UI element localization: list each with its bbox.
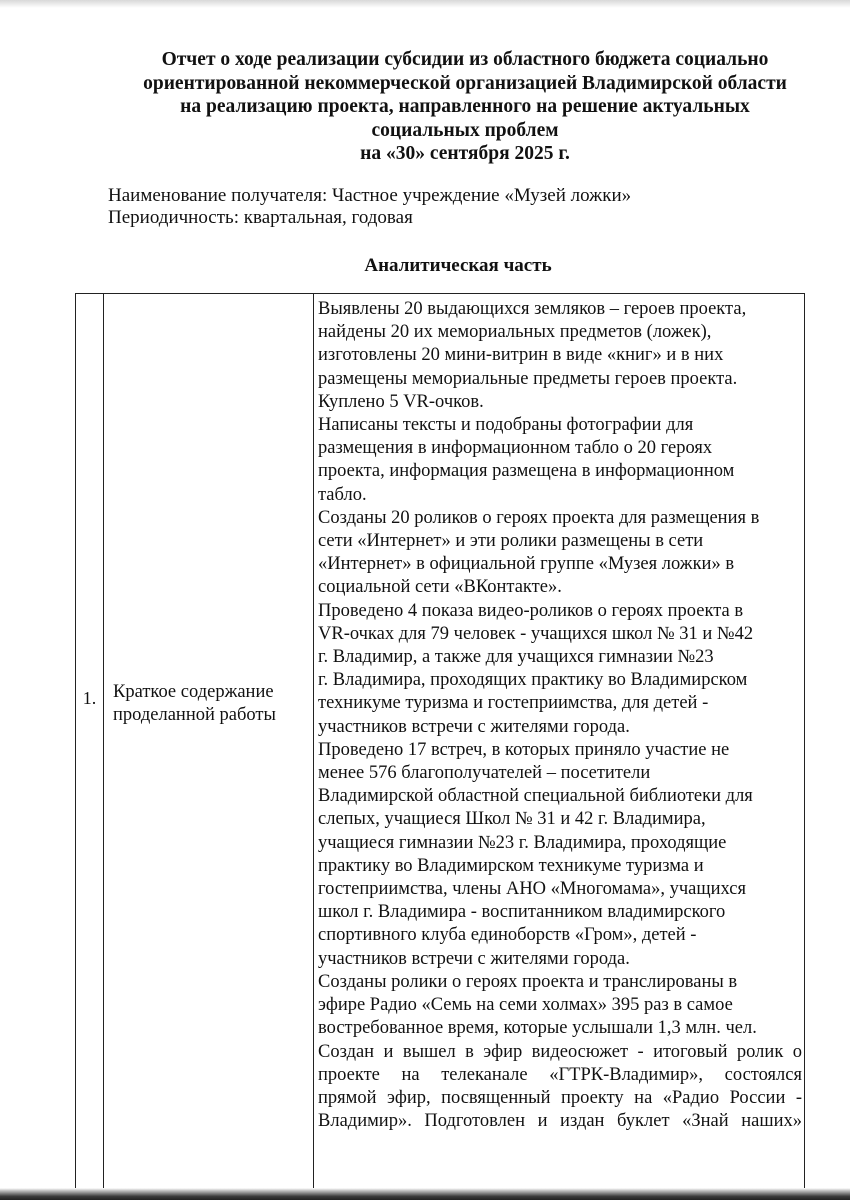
document-title [110, 48, 820, 166]
row-content-line: найдены 20 их мемориальных предметов (ложек), [318, 322, 712, 343]
title-line: ориентированной некоммерческой организацией Владимирской области [143, 72, 787, 94]
row-content [318, 298, 802, 1133]
row-number: 1. [82, 688, 97, 708]
row-content-line: Владимирской областной специальной библиотеки для [318, 786, 753, 807]
row-content-line: VR-очках для 79 человек - учащихся школ № 31 и №42 [318, 623, 754, 644]
row-content-line: учащиеся гимназии №23 г. Владимира, проходящие [318, 832, 727, 853]
title-line: на реализацию проекта, направленного на решение актуальных [180, 96, 750, 117]
periodicity-line: Периодичность: квартальная, годовая [108, 207, 413, 228]
row-content-line: Проведено 17 встреч, в которых приняло участие не [318, 739, 730, 760]
row-content-line: табло. [318, 484, 367, 505]
recipient-line: Наименование получателя: Частное учреждение «Музей ложки» [108, 185, 632, 206]
row-content-line: г. Владимира, проходящих практику во Владимирском [318, 670, 748, 691]
row-label-line: проделанной работы [113, 705, 276, 725]
row-content-line: социальной сети «ВКонтакте». [318, 577, 562, 598]
row-content-line: Выявлены 20 выдающихся земляков – героев проекта, [318, 299, 747, 319]
row-content-line: практику во Владимирском техникуме туризма и [318, 855, 704, 876]
row-content-line: изготовлены 20 мини-витрин в виде «книг» и в них [318, 345, 724, 366]
row-content-line: размещены мемориальные предметы героев проекта. [318, 368, 738, 389]
row-content-line: спортивного клуба единоборств «Гром», детей - [318, 925, 697, 946]
row-content-line: Владимир». Подготовлен и издан буклет «Знай наших» [318, 1111, 802, 1132]
row-content-line: размещения в информационном табло о 20 героях [318, 438, 713, 459]
title-line: социальных проблем [371, 119, 559, 141]
scan-edge-top [0, 0, 850, 8]
table-column-divider [103, 293, 104, 1188]
table-column-divider [313, 293, 314, 1188]
section-heading: Аналитическая часть [364, 255, 552, 276]
row-content-line: проекта, информация размещена в информационном [318, 461, 735, 482]
row-content-line: Проведено 4 показа видео-роликов о героях проекта в [318, 600, 744, 621]
row-content-line: востребованное время, которые услышали 1,3 млн. чел. [318, 1018, 757, 1039]
row-content-line: слепых, учащиеся Школ № 31 и 42 г. Владимира, [318, 809, 706, 830]
title-line: на «30» сентября 2025 г. [360, 143, 570, 164]
row-content-line: прямой эфир, посвященный проекту на «Радио России - [318, 1087, 802, 1108]
row-content-line: менее 576 благополучателей – посетители [318, 763, 651, 784]
row-label-line: Краткое содержание [113, 682, 274, 702]
row-content-line: проекте на телеканале «ГТРК-Владимир», состоялся [318, 1064, 802, 1085]
row-content-line: Созданы ролики о героях проекта и транслированы в [318, 971, 738, 992]
row-content-line: Написаны тексты и подобраны фотографии для [318, 415, 694, 436]
document-meta [108, 185, 631, 229]
row-content-line: эфире Радио «Семь на семи холмах» 395 раз в самое [318, 995, 733, 1016]
row-content-line: сети «Интернет» и эти ролики размещены в сети [318, 531, 704, 552]
row-content-line: участников встречи с жителями города. [318, 948, 630, 969]
row-content-line: г. Владимир, а также для учащихся гимназии №23 [318, 647, 714, 668]
row-content-line: «Интернет» в официальной группе «Музея ложки» в [318, 554, 735, 575]
row-content-line: участников встречи с жителями города. [318, 716, 630, 737]
row-content-line: гостеприимства, члены АНО «Многомама», учащихся [318, 879, 746, 900]
row-content-line: Создан и вышел в эфир видеосюжет - итоговый ролик о [318, 1041, 802, 1062]
row-content-line: Куплено 5 VR-очков. [318, 391, 484, 412]
row-content-line: Созданы 20 роликов о героях проекта для размещения в [318, 507, 760, 528]
row-content-line: техникуме туризма и гостеприимства, для детей - [318, 693, 709, 714]
row-content-line: школ г. Владимира - воспитанником владимирского [318, 902, 726, 923]
row-label [113, 681, 313, 727]
scan-edge-bottom [0, 1188, 850, 1200]
title-line: Отчет о ходе реализации субсидии из областного бюджета социально [161, 49, 769, 70]
